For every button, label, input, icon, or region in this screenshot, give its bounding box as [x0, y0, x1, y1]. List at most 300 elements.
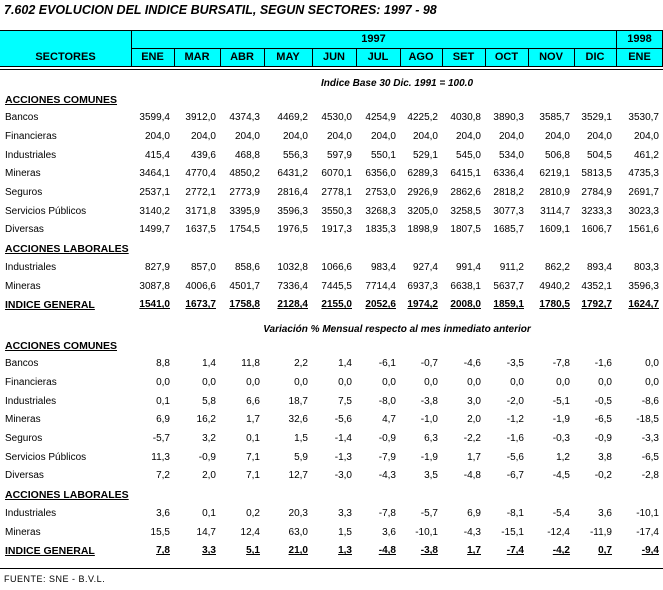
table-cell: 2537,1 [139, 187, 170, 198]
total-cell: 0,7 [598, 545, 612, 557]
table-cell: -12,4 [547, 526, 570, 538]
rule-line [0, 69, 663, 70]
table-cell: -4,3 [463, 526, 481, 538]
rule-line [131, 48, 663, 49]
table-cell: 204,0 [326, 130, 352, 142]
table-cell: -0,2 [594, 470, 612, 482]
table-cell: 7,2 [156, 470, 170, 482]
table-cell: -3,3 [641, 433, 659, 444]
header-sectores: SECTORES [35, 51, 96, 63]
table-cell: 3464,1 [139, 168, 170, 180]
table-cell: 2784,9 [581, 187, 612, 198]
table-cell: -11,9 [589, 526, 612, 538]
table-cell: 6,6 [246, 395, 260, 407]
row-label: Industriales [5, 261, 57, 273]
row-label: Servicios Públicos [5, 205, 87, 217]
total-cell: 1624,7 [628, 299, 659, 311]
table-cell: 1,2 [556, 451, 570, 463]
table-cell: 6289,3 [407, 168, 438, 180]
table-cell: -10,1 [636, 507, 659, 519]
table-cell: 556,3 [282, 149, 308, 161]
table-cell: 3,2 [202, 433, 216, 444]
table-cell: 3395,9 [229, 205, 260, 217]
total-row-label: INDICE GENERAL [5, 545, 95, 558]
rule-line [220, 48, 221, 67]
month-header: AGO [408, 51, 434, 63]
table-cell: 3,3 [338, 507, 352, 519]
table-cell: 893,4 [586, 261, 612, 273]
table-cell: 2810,9 [539, 187, 570, 198]
table-cell: 5813,5 [581, 168, 612, 180]
total-cell: 1673,7 [185, 299, 216, 311]
table-cell: 0,0 [202, 376, 216, 388]
table-cell: 4,7 [382, 414, 396, 426]
source-note: FUENTE: SNE - B.V.L. [4, 574, 106, 584]
row-label: Mineras [5, 280, 41, 292]
table-cell: 1685,7 [493, 224, 524, 236]
table-cell: -6,1 [378, 358, 396, 370]
table-cell: 63,0 [288, 526, 308, 538]
table-cell: 6415,1 [450, 168, 481, 180]
row-label: Industriales [5, 507, 57, 519]
table-cell: -2,8 [641, 470, 659, 482]
table-cell: 0,0 [467, 376, 481, 388]
table-cell: 12,4 [240, 526, 260, 538]
table-cell: 11,3 [151, 451, 170, 463]
table-cell: 1976,5 [277, 224, 308, 236]
table-cell: 5,8 [202, 395, 216, 407]
table-cell: 862,2 [544, 261, 570, 273]
month-header: ABR [230, 51, 254, 63]
table-cell: 0,0 [556, 376, 570, 388]
table-cell: -7,8 [378, 507, 396, 519]
total-cell: -7,4 [506, 545, 524, 557]
table-cell: 6,9 [467, 507, 481, 519]
table-cell: -6,5 [594, 414, 612, 426]
table-cell: 2,0 [202, 470, 216, 482]
table-cell: 2691,7 [628, 187, 659, 198]
table-cell: 6638,1 [450, 280, 481, 292]
row-label: Industriales [5, 149, 57, 161]
table-cell: 3114,7 [540, 205, 570, 217]
table-cell: -1,9 [420, 451, 438, 463]
table-cell: 0,1 [156, 395, 170, 407]
table-cell: 1,5 [294, 433, 308, 444]
table-cell: -5,6 [506, 451, 524, 463]
total-cell: 1541,0 [139, 299, 170, 311]
table-cell: 204,0 [455, 130, 481, 142]
table-cell: 14,7 [196, 526, 216, 538]
table-cell: -5,1 [552, 395, 570, 407]
rule-line [616, 30, 617, 48]
table-cell: 504,5 [586, 149, 612, 161]
table-title: 7.602 EVOLUCION DEL INDICE BURSATIL, SEGUN SECTORES: 1997 - 98 [4, 3, 437, 17]
total-row-label: INDICE GENERAL [5, 299, 95, 312]
table-cell: 3258,5 [450, 205, 481, 217]
table-cell: 204,0 [370, 130, 396, 142]
table-cell: 468,8 [234, 149, 260, 161]
table-cell: 1032,8 [277, 261, 308, 273]
total-cell: 2008,0 [450, 299, 481, 311]
table-cell: 2,0 [467, 414, 481, 426]
table-cell: 550,1 [370, 149, 396, 161]
table-cell: -17,4 [636, 526, 659, 538]
table-cell: 0,0 [645, 358, 659, 370]
table-cell: -1,2 [506, 414, 524, 426]
month-header: OCT [494, 51, 519, 63]
rule-line [574, 48, 575, 67]
table-cell: 534,0 [498, 149, 524, 161]
table-cell: -0,9 [198, 451, 216, 463]
table-cell: 3599,4 [139, 112, 170, 124]
table-cell: -8,6 [641, 395, 659, 407]
table-cell: 3087,8 [139, 280, 170, 292]
rule-line [442, 48, 443, 67]
total-cell: 1859,1 [493, 299, 524, 311]
table-cell: -6,5 [641, 451, 659, 463]
table-cell: 461,2 [633, 149, 659, 161]
table-cell: 3205,0 [407, 205, 438, 217]
table-cell: 927,4 [412, 261, 438, 273]
table-cell: -8,1 [506, 507, 524, 519]
table-cell: 6070,1 [321, 168, 352, 180]
table-cell: 3596,3 [628, 280, 659, 292]
month-header: MAY [276, 51, 300, 63]
table-cell: 6356,0 [365, 168, 396, 180]
table-cell: 4501,7 [229, 280, 260, 292]
month-header: JUL [367, 51, 389, 63]
table-cell: 529,1 [412, 149, 438, 161]
row-label: Mineras [5, 414, 41, 426]
table-cell: 11,8 [241, 358, 260, 370]
table-cell: -15,1 [501, 526, 524, 538]
month-header: DIC [585, 51, 605, 63]
table-cell: -3,0 [334, 470, 352, 482]
table-cell: 4352,1 [581, 280, 612, 292]
table-cell: 204,0 [412, 130, 438, 142]
table-cell: 3530,7 [628, 112, 659, 124]
table-cell: -4,8 [463, 470, 481, 482]
table-cell: -4,6 [463, 358, 481, 370]
table-cell: 827,9 [144, 261, 170, 273]
table-cell: 0,1 [246, 433, 260, 444]
table-cell: -10,1 [415, 526, 438, 538]
table-cell: 1,7 [467, 451, 481, 463]
table-cell: -0,7 [420, 358, 438, 370]
table-cell: -5,7 [420, 507, 438, 519]
total-cell: -4,2 [552, 545, 570, 557]
total-cell: 2155,0 [321, 299, 352, 311]
rule-line [0, 30, 663, 31]
month-header: ENE [628, 51, 651, 63]
total-cell: 7,8 [156, 545, 170, 557]
table-cell: 3596,3 [277, 205, 308, 217]
rule-line [400, 48, 401, 67]
table-cell: 991,4 [455, 261, 481, 273]
table-cell: 3,8 [598, 451, 612, 463]
rule-line [356, 48, 357, 67]
table-cell: 0,0 [294, 376, 308, 388]
table-cell: 4530,0 [321, 112, 352, 124]
table-cell: 803,3 [633, 261, 659, 273]
month-header: SET [452, 51, 475, 63]
table-cell: 7445,5 [321, 280, 352, 292]
table-cell: -5,4 [552, 507, 570, 519]
table-cell: 4770,4 [185, 168, 216, 180]
section-heading: ACCIONES COMUNES [5, 93, 118, 106]
table-cell: -2,2 [463, 433, 481, 444]
rule-line [264, 48, 265, 67]
row-label: Industriales [5, 395, 57, 407]
table-cell: 204,0 [586, 130, 612, 142]
total-cell: 1758,8 [229, 299, 260, 311]
table-cell: 2,2 [294, 358, 308, 370]
table-cell: -0,3 [552, 433, 570, 444]
table-cell: -0,5 [594, 395, 612, 407]
header-year-1998: 1998 [627, 33, 652, 45]
table-cell: 3140,2 [139, 205, 170, 217]
table-cell: -7,9 [378, 451, 396, 463]
table-cell: 7336,4 [277, 280, 308, 292]
total-cell: 5,1 [246, 545, 260, 557]
table-cell: 545,0 [455, 149, 481, 161]
table-cell: -1,0 [420, 414, 438, 426]
table-cell: 1609,1 [539, 224, 570, 236]
table-cell: 12,7 [288, 470, 308, 482]
table-cell: 15,5 [150, 526, 170, 538]
table-cell: 983,4 [370, 261, 396, 273]
row-label: Financieras [5, 376, 57, 388]
month-header: JUN [322, 51, 345, 63]
row-label: Diversas [5, 470, 44, 482]
table-cell: 0,0 [510, 376, 524, 388]
table-cell: -4,3 [378, 470, 396, 482]
table-cell: 0,1 [202, 507, 216, 519]
table-cell: 0,0 [598, 376, 612, 388]
table-cell: 2778,1 [321, 187, 352, 198]
table-cell: 2862,6 [450, 187, 481, 198]
table-cell: 4006,6 [185, 280, 216, 292]
table-cell: 3,6 [598, 507, 612, 519]
table-cell: 1807,5 [450, 224, 481, 236]
section-note: Indice Base 30 Dic. 1991 = 100.0 [320, 78, 474, 89]
table-cell: 0,0 [424, 376, 438, 388]
table-cell: -0,9 [378, 433, 396, 444]
total-cell: 1792,7 [581, 299, 612, 311]
table-cell: -3,8 [420, 395, 438, 407]
table-cell: 3171,8 [185, 205, 216, 217]
table-cell: -1,9 [552, 414, 570, 426]
table-cell: 4225,2 [407, 112, 438, 124]
rule-line [616, 48, 617, 67]
table-cell: 7,5 [338, 395, 352, 407]
row-label: Mineras [5, 168, 41, 180]
table-cell: 3023,3 [628, 205, 659, 217]
table-cell: 3529,1 [581, 112, 612, 124]
table-cell: 2816,4 [277, 187, 308, 198]
table-cell: 3077,3 [493, 205, 524, 217]
header-year-1997: 1997 [361, 33, 386, 45]
table-cell: 3,6 [382, 526, 396, 538]
table-cell: 3,0 [467, 395, 481, 407]
table-cell: 1754,5 [229, 224, 260, 236]
table-cell: 2753,0 [365, 187, 396, 198]
table-cell: 857,0 [190, 261, 216, 273]
table-cell: 3550,3 [321, 205, 352, 217]
table-cell: 0,2 [246, 507, 260, 519]
row-label: Mineras [5, 526, 41, 538]
month-header: ENE [141, 51, 164, 63]
table-cell: 204,0 [234, 130, 260, 142]
total-cell: 1,3 [338, 545, 352, 557]
row-label: Seguros [5, 187, 43, 198]
table-cell: -3,5 [506, 358, 524, 370]
row-label: Bancos [5, 112, 39, 124]
table-cell: 4254,9 [365, 112, 396, 124]
table-cell: 6937,3 [407, 280, 438, 292]
table-cell: 18,7 [288, 395, 308, 407]
table-cell: 3585,7 [539, 112, 570, 124]
table-cell: 4940,2 [539, 280, 570, 292]
table-cell: 1,5 [338, 526, 352, 538]
table-cell: 4030,8 [450, 112, 481, 124]
table-cell: 2772,1 [185, 187, 216, 198]
total-cell: 21,0 [288, 545, 308, 557]
table-cell: -5,6 [334, 414, 352, 426]
section-heading: ACCIONES LABORALES [5, 489, 129, 502]
section-heading: ACCIONES COMUNES [5, 339, 118, 352]
table-cell: -1,6 [594, 358, 612, 370]
rule-line [0, 66, 663, 67]
table-cell: 415,4 [144, 149, 170, 161]
rule-line [174, 48, 175, 67]
table-cell: 1835,3 [365, 224, 396, 236]
table-cell: 32,6 [288, 414, 308, 426]
table-cell: 6,9 [156, 414, 170, 426]
rule-line [528, 48, 529, 67]
table-cell: 204,0 [544, 130, 570, 142]
table-cell: 6431,2 [277, 168, 308, 180]
table-cell: 8,8 [156, 358, 170, 370]
table-cell: 1637,5 [185, 224, 216, 236]
table-cell: 7,1 [246, 470, 260, 482]
table-cell: 3268,3 [365, 205, 396, 217]
total-cell: 1,7 [467, 545, 481, 557]
total-cell: 1780,5 [539, 299, 570, 311]
total-cell: 2128,4 [277, 299, 308, 311]
table-cell: 4850,2 [229, 168, 260, 180]
table-cell: 911,2 [499, 261, 524, 273]
table-cell: 858,6 [234, 261, 260, 273]
table-cell: -1,4 [334, 433, 352, 444]
rule-line [0, 568, 663, 569]
table-cell: 204,0 [144, 130, 170, 142]
total-cell: -3,8 [420, 545, 438, 557]
table-cell: 1898,9 [407, 224, 438, 236]
table-cell: -2,0 [506, 395, 524, 407]
table-cell: -4,5 [552, 470, 570, 482]
table-cell: -5,7 [152, 433, 170, 444]
table-cell: 1066,6 [321, 261, 352, 273]
table-cell: 3,5 [424, 470, 438, 482]
table-cell: 1,7 [246, 414, 260, 426]
table-cell: 0,0 [156, 376, 170, 388]
row-label: Servicios Públicos [5, 451, 87, 463]
table-cell: 0,0 [382, 376, 396, 388]
table-cell: -18,5 [636, 414, 659, 426]
table-cell: 3,6 [156, 507, 170, 519]
row-label: Seguros [5, 433, 43, 444]
table-cell: 1,4 [202, 358, 216, 370]
table-cell: 5637,7 [493, 280, 524, 292]
table-cell: 204,0 [633, 130, 659, 142]
table-cell: 204,0 [190, 130, 216, 142]
table-cell: 204,0 [282, 130, 308, 142]
table-cell: -0,9 [594, 433, 612, 444]
table-cell: 1606,7 [581, 224, 612, 236]
table-cell: 1561,6 [628, 224, 659, 236]
row-label: Diversas [5, 224, 44, 236]
table-cell: 4374,3 [229, 112, 260, 124]
table-cell: 439,6 [190, 149, 216, 161]
table-cell: 3890,3 [493, 112, 524, 124]
table-cell: 597,9 [326, 149, 352, 161]
table-cell: 5,9 [294, 451, 308, 463]
total-cell: 1974,2 [407, 299, 438, 311]
table-cell: 0,0 [246, 376, 260, 388]
total-cell: 2052,6 [365, 299, 396, 311]
table-cell: 0,0 [645, 376, 659, 388]
rule-line [485, 48, 486, 67]
row-label: Bancos [5, 358, 39, 370]
table-cell: 204,0 [498, 130, 524, 142]
section-note: Variación % Mensual respecto al mes inmediato anterior [263, 324, 531, 335]
table-cell: 1,4 [338, 358, 352, 370]
total-cell: -4,8 [378, 545, 396, 557]
table-cell: -7,8 [552, 358, 570, 370]
table-cell: -1,3 [334, 451, 352, 463]
table-cell: 6336,4 [493, 168, 524, 180]
table-cell: 6219,1 [539, 168, 570, 180]
table-cell: 2818,2 [493, 187, 524, 198]
table-cell: 1917,3 [321, 224, 352, 236]
table-cell: -6,7 [506, 470, 524, 482]
table-cell: 0,0 [338, 376, 352, 388]
rule-line [312, 48, 313, 67]
month-header: MAR [184, 51, 210, 63]
table-cell: 3233,3 [581, 205, 612, 217]
total-cell: -9,4 [641, 545, 659, 557]
month-header: NOV [539, 51, 563, 63]
table-cell: 4469,2 [277, 112, 308, 124]
table-cell: 506,8 [544, 149, 570, 161]
row-label: Financieras [5, 130, 57, 142]
table-cell: 6,3 [424, 433, 438, 444]
table-cell: -1,6 [506, 433, 524, 444]
rule-line [131, 30, 132, 67]
section-heading: ACCIONES LABORALES [5, 243, 129, 256]
table-cell: 2926,9 [407, 187, 438, 198]
table-cell: 4735,3 [628, 168, 659, 180]
table-cell: 16,2 [196, 414, 216, 426]
table-cell: 1499,7 [139, 224, 170, 236]
total-cell: 3,3 [202, 545, 216, 557]
table-cell: 7714,4 [365, 280, 396, 292]
table-cell: 20,3 [288, 507, 308, 519]
table-cell: 2773,9 [229, 187, 260, 198]
table-cell: 7,1 [246, 451, 260, 463]
table-cell: 3912,0 [185, 112, 216, 124]
